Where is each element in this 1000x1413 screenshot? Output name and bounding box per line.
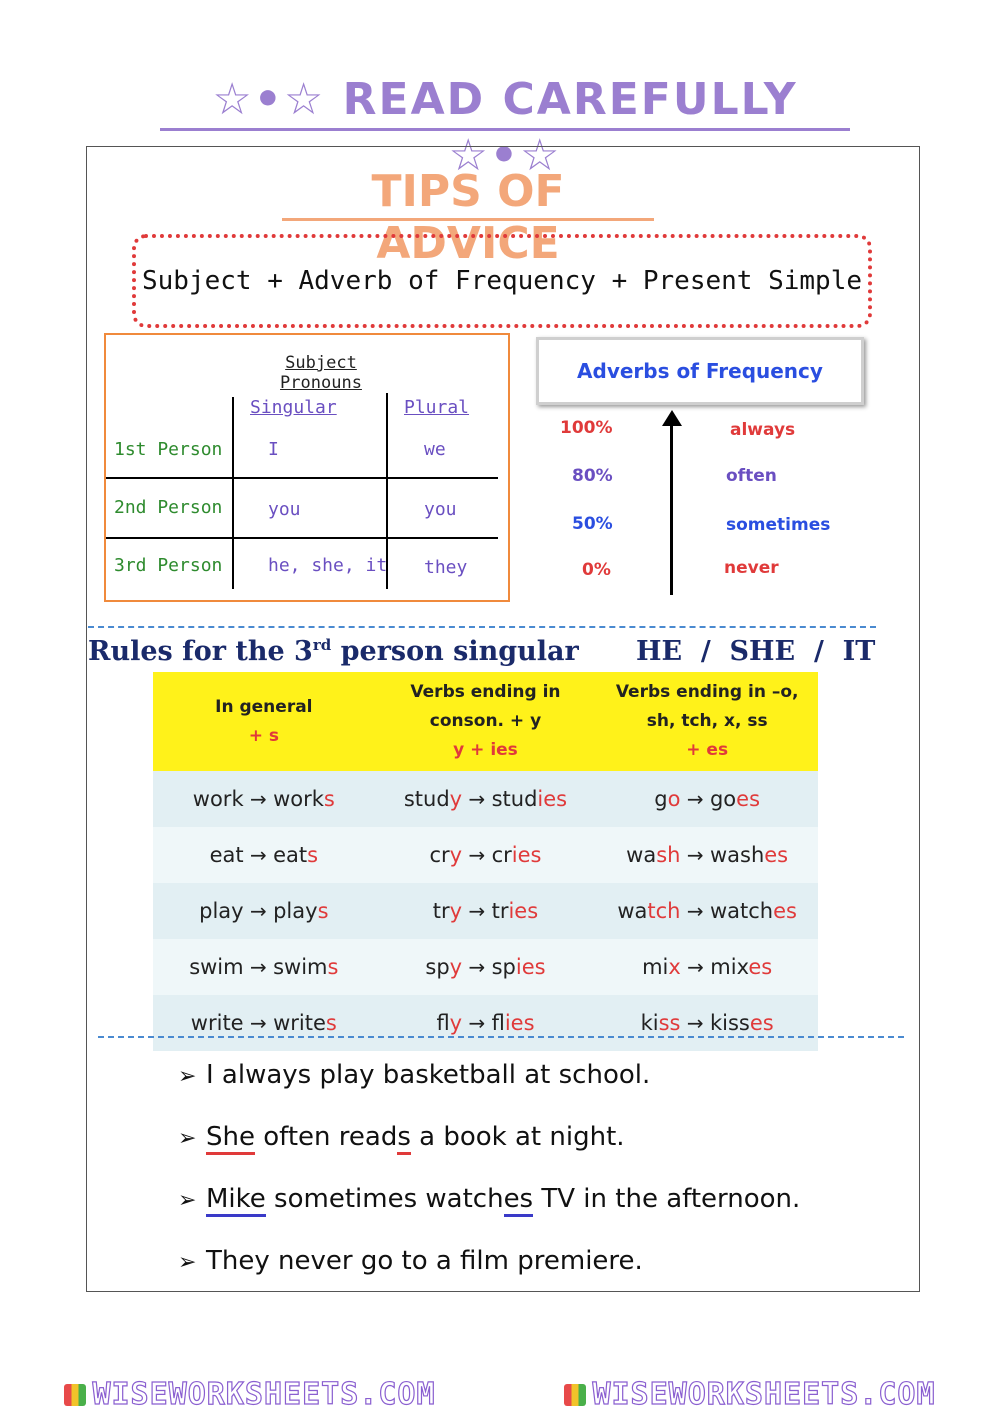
percent-label: 50% [572,514,613,534]
arrow-right-icon: → [680,843,710,867]
arrow-bullet-icon: ➢ [178,1126,197,1151]
pronoun-cell: I [268,439,279,460]
table-row [153,771,818,827]
verb-cell: write → writes [153,995,375,1051]
watermark: WISEWORKSHEETS.COM [64,1377,435,1412]
adverb-label: often [726,466,777,486]
example-sentence: ➢ They never go to a film premiere. [178,1246,643,1276]
divider [106,477,498,479]
arrow-right-icon: → [243,787,274,811]
table-row [153,827,818,883]
verb-cell: study → studies [375,771,597,827]
verb-cell: watch → watches [596,883,818,939]
example-sentence: ➢ Mike sometimes watches TV in the afternoon. [178,1184,800,1214]
table-row [153,883,818,939]
verb-cell: kiss → kisses [596,995,818,1051]
arrow-right-icon: → [462,787,492,811]
percent-label: 100% [560,418,613,438]
arrow-right-icon: → [462,899,492,923]
verb-cell: mix → mixes [596,939,818,995]
pronoun-cell: we [424,439,446,460]
subject-pronouns-box [104,333,510,602]
section-divider [98,1036,904,1038]
page-title: ☆•☆ READ CAREFULLY ☆•☆ [160,72,850,131]
arrow-right-icon: → [243,899,274,923]
pronoun-cell: you [424,499,457,520]
example-sentence: ➢ I always play basketball at school. [178,1060,651,1090]
arrow-right-icon: → [680,1011,710,1035]
rules-title: Rules for the 3rd person singular [88,636,579,667]
verb-cell: work → works [153,771,375,827]
arrow-bullet-icon: ➢ [178,1250,197,1275]
pronoun-cell: he, she, it [268,555,388,576]
arrow-bullet-icon: ➢ [178,1064,197,1089]
arrow-right-icon: → [243,843,274,867]
verb-cell: fly → flies [375,995,597,1051]
table-row [153,939,818,995]
arrow-right-icon: → [243,1011,274,1035]
arrow-right-icon: → [462,955,492,979]
rules-pronouns: HE / SHE / IT [636,636,876,667]
verb-cell: try → tries [375,883,597,939]
adverb-label: never [724,558,779,578]
frequency-axis [670,420,673,595]
verb-cell: play → plays [153,883,375,939]
rules-table [153,672,818,1051]
pronoun-cell: you [268,499,301,520]
pronouns-title: Subject Pronouns [280,353,362,393]
divider [232,397,234,589]
percent-label: 0% [582,560,611,580]
arrow-right-icon: → [462,1011,492,1035]
arrow-right-icon: → [243,955,274,979]
singular-header: Singular [250,397,337,418]
formula-box: Subject + Adverb of Frequency + Present Simple [132,234,872,328]
verb-cell: wash → washes [596,827,818,883]
tips-title: TIPS OF ADVICE [282,166,654,221]
rule-header-general: In general + s [153,672,375,771]
verb-cell: swim → swims [153,939,375,995]
row-label-second: 2nd Person [114,497,223,518]
verb-cell: eat → eats [153,827,375,883]
logo-icon [64,1384,86,1406]
adverbs-title-box: Adverbs of Frequency [536,337,864,405]
verb-cell: spy → spies [375,939,597,995]
row-label-third: 3rd Person [114,555,223,576]
example-sentence: ➢ She often reads a book at night. [178,1122,625,1152]
section-divider [88,626,876,628]
divider [106,537,498,539]
row-label-first: 1st Person [114,439,223,460]
percent-label: 80% [572,466,613,486]
logo-icon [564,1384,586,1406]
arrow-right-icon: → [680,899,710,923]
verb-cell: go → goes [596,771,818,827]
arrow-bullet-icon: ➢ [178,1188,197,1213]
adverb-label: sometimes [726,515,831,535]
rule-header-y: Verbs ending in conson. + y y + ies [375,672,597,771]
arrow-right-icon: → [680,787,710,811]
arrow-right-icon: → [462,843,492,867]
watermark: WISEWORKSHEETS.COM [564,1377,935,1412]
arrow-right-icon: → [680,955,711,979]
table-row [153,995,818,1051]
adverb-label: always [730,420,796,440]
footer-watermark [0,1376,1000,1412]
verb-cell: cry → cries [375,827,597,883]
pronoun-cell: they [424,557,468,578]
plural-header: Plural [404,397,470,418]
rule-header-es: Verbs ending in –o, sh, tch, x, ss + es [596,672,818,771]
